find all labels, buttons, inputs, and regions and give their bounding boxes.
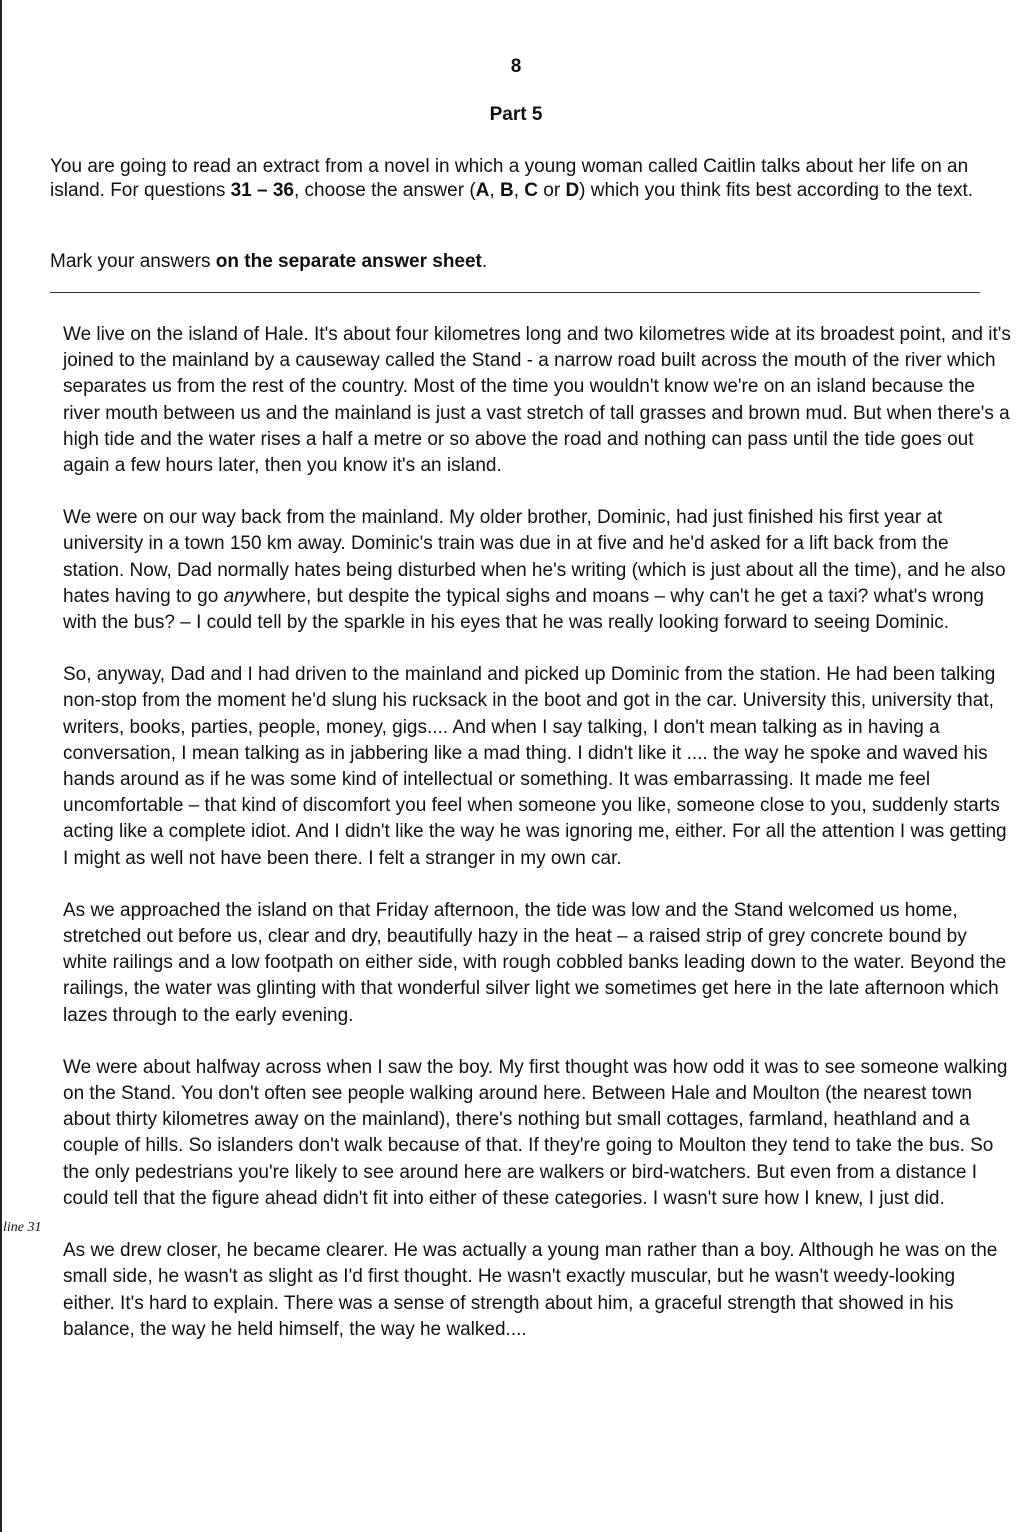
page-number: 8 (510, 56, 522, 77)
line-31-marker: line 31 (3, 1220, 42, 1235)
mark-instruction-text: Mark your answers (50, 251, 216, 272)
option-d-label: D (565, 180, 580, 201)
option-a-label: A (475, 180, 490, 201)
answer-sheet-emphasis: on the separate answer sheet (215, 251, 482, 272)
paragraph-text: where, but despite the typical sighs and moans – why can't he get a taxi? what's wrong with the bus? – I could tell by the sparkle in his eyes that he was really looking forward to seeing Dominic. (63, 585, 984, 634)
instructions-separator: , (489, 180, 500, 201)
instructions-text: You are going to read an extract from a novel in which a young woman called Caitlin talks about her life on an island. For questions (50, 156, 969, 201)
page-left-border (0, 0, 2, 1532)
extract-paragraph-2 (63, 505, 1011, 636)
mark-instruction-text: . (481, 251, 488, 272)
instructions-text: , choose the answer ( (294, 180, 476, 201)
instructions-separator: , (513, 180, 525, 201)
section-divider (50, 292, 980, 293)
answer-sheet-instruction (50, 250, 990, 274)
question-range: 31 – 36 (230, 180, 294, 201)
extract-paragraph-5: We were about halfway across when I saw the boy. My first thought was how odd it was to see someone walking on the Stand. You don't often see people walking around here. Between Hale and Moulton (the nearest town about thirty kilometres away on the mainland), there's nothing but small cottages, farmland, heathland and a couple of hills. So islanders don't walk because of that. If they're going to Moulton they tend to take the bus. So the only pedestrians you're likely to see around here are walkers or bird-watchers. But even from a distance I could tell that the figure ahead didn't fit into either of these categories. I wasn't sure how I knew, I just did. (63, 1056, 1008, 1209)
option-b-label: B (499, 180, 514, 201)
extract-paragraph-4: As we approached the island on that Friday afternoon, the tide was low and the Stand welcomed us home, stretched out before us, clear and dry, beautifully hazy in the heat – a raised strip of grey concrete bound by white railings and a low footpath on either side, with rough cobbled banks leading down to the water. Beyond the railings, the water was glinting with that wonderful silver light we sometimes get here in the late afternoon which lazes through to the early evening. (63, 899, 1007, 1026)
option-c-label: C (524, 180, 538, 201)
paragraph-text: We were on our way back from the mainland. My older brother, Dominic, had just finished his first year at university in a town 150 km away. Dominic's train was due in at five and he'd asked for a lift back from the station. Now, Dad normally hates being disturbed when he's writing (which is just about all the time), and he also hates having to go (63, 507, 1006, 607)
extract-paragraph-6: As we drew closer, he became clearer. He was actually a young man rather than a boy. Although he was on the small side, he wasn't as slight as I'd first thought. He wasn't exactly muscular, but he wasn't weedy-looking either. It's hard to explain. There was a sense of strength about him, a graceful strength that showed in his balance, the way he held himself, the way he walked.... (63, 1240, 998, 1340)
instructions-separator: or (537, 180, 566, 201)
extract-paragraph-1: We live on the island of Hale. It's about four kilometres long and two kilometres wide at its broadest point, and it's joined to the mainland by a causeway called the Stand - a narrow road built across the mouth of the river which separates us from the rest of the country. Most of the time you wouldn't know we're on an island because the river mouth between us and the mainland is just a vast stretch of tall grasses and brown mud. But when there's a high tide and the water rises a half a metre or so above the road and nothing can pass until the tide goes out again a few hours later, then you know it's an island. (63, 324, 1011, 477)
part-title: Part 5 (489, 104, 543, 125)
task-instructions (50, 155, 990, 203)
instructions-text: ) which you think fits best according to the text. (579, 180, 974, 201)
emphasised-word: any (223, 585, 255, 607)
novel-extract (63, 322, 1011, 1369)
extract-paragraph-3: So, anyway, Dad and I had driven to the mainland and picked up Dominic from the station. He had been talking non-stop from the moment he'd slung his rucksack in the boot and got in the car. University this, university that, writers, books, parties, people, money, gigs.... And when I say talking, I don't mean talking as in having a conversation, I mean talking as in jabbering like a mad thing. I didn't like it .... the way he spoke and waved his hands around as if he was some kind of intellectual or something. It was embarrassing. It made me feel uncomfortable – that kind of discomfort you feel when someone you like, someone close to you, suddenly starts acting like a complete idiot. And I didn't like the way he was ignoring me, either. For all the attention I was getting I might as well not have been there. I felt a stranger in my own car. (63, 664, 1007, 869)
